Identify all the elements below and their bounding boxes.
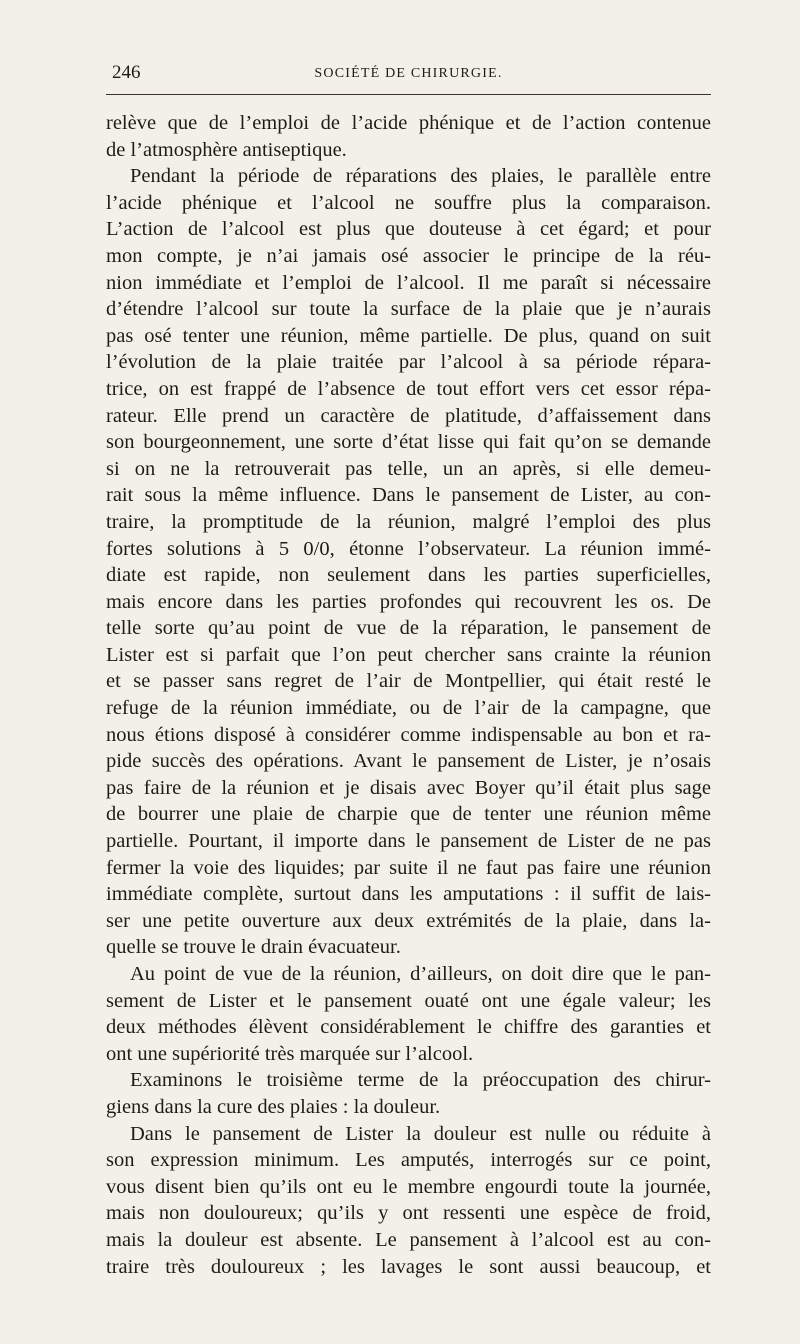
- text-line: Lister est si parfait que l’on peut chercher sans crainte la réunion: [106, 643, 711, 666]
- text-line: Examinons le troisième terme de la préoccupation des chirur-: [130, 1069, 711, 1092]
- text-line: Au point de vue de la réunion, d’ailleurs, on doit dire que le pan-: [130, 963, 711, 985]
- text-line: quelle se trouve le drain évacuateur.: [106, 936, 401, 959]
- text-line: refuge de la réunion immédiate, ou de l’air de la campagne, que: [106, 697, 711, 720]
- text-line: de bourrer une plaie de charpie que de tenter une réunion même: [106, 803, 711, 826]
- text-line: et se passer sans regret de l’air de Montpellier, qui était resté le: [106, 670, 711, 693]
- body-text: [106, 110, 711, 1280]
- text-line: l’acide phénique et l’alcool ne souffre plus la comparaison.: [106, 191, 711, 214]
- text-line: traire très douloureux ; les lavages le sont aussi beaucoup, et: [106, 1255, 711, 1278]
- text-line: pas osé tenter une réunion, même partielle. De plus, quand on suit: [106, 324, 711, 347]
- text-line: mais encore dans les parties profondes qui recouvrent les os. De: [106, 590, 711, 613]
- text-line: L’action de l’alcool est plus que douteuse à cet égard; et pour: [106, 218, 711, 241]
- text-line: trice, on est frappé de l’absence de tout effort vers cet essor répa-: [106, 377, 711, 400]
- text-line: si on ne la retrouverait pas telle, un an après, si elle demeu-: [106, 457, 711, 480]
- text-line: mais non douloureux; qu’ils y ont ressenti une espèce de froid,: [106, 1202, 711, 1225]
- text-line: rait sous la même influence. Dans le pansement de Lister, au con-: [106, 484, 711, 507]
- text-line: immédiate complète, surtout dans les amputations : il suffit de lais-: [106, 883, 711, 906]
- text-line: deux méthodes élèvent considérablement le chiffre des garanties et: [106, 1016, 711, 1039]
- text-line: Pendant la période de réparations des plaies, le parallèle entre: [130, 165, 711, 188]
- text-line: nion immédiate et l’emploi de l’alcool. Il me paraît si nécessaire: [106, 271, 711, 294]
- text-line: pide succès des opérations. Avant le pansement de Lister, je n’osais: [106, 750, 711, 773]
- text-line: partielle. Pourtant, il importe dans le pansement de Lister de ne pas: [106, 830, 711, 853]
- page-header: [106, 60, 711, 90]
- text-line: Dans le pansement de Lister la douleur est nulle ou réduite à: [130, 1122, 711, 1145]
- header-rule: [106, 94, 711, 95]
- text-line: ser une petite ouverture aux deux extrémités de la plaie, dans la-: [106, 909, 711, 932]
- text-line: nous étions disposé à considérer comme indispensable au bon et ra-: [106, 723, 711, 746]
- text-line: telle sorte qu’au point de vue de la réparation, le pansement de: [106, 617, 711, 640]
- text-line: d’étendre l’alcool sur toute la surface de la plaie que je n’aurais: [106, 298, 711, 321]
- text-line: diate est rapide, non seulement dans les parties superficielles,: [106, 564, 711, 587]
- text-line: fortes solutions à 5 0/0, étonne l’observateur. La réunion immé-: [106, 537, 711, 560]
- text-line: traire, la promptitude de la réunion, malgré l’emploi des plus: [106, 510, 711, 533]
- text-line: giens dans la cure des plaies : la douleur.: [106, 1095, 441, 1118]
- text-line: de l’atmosphère antiseptique.: [106, 138, 347, 161]
- text-line: sement de Lister et le pansement ouaté ont une égale valeur; les: [106, 989, 711, 1012]
- text-line: ont une supériorité très marquée sur l’alcool.: [106, 1042, 474, 1065]
- text-line: mais la douleur est absente. Le pansement à l’alcool est au con-: [106, 1228, 711, 1251]
- running-head: SOCIÉTÉ DE CHIRURGIE.: [314, 66, 503, 81]
- text-line: vous disent bien qu’ils ont eu le membre engourdi toute la journée,: [106, 1175, 711, 1198]
- text-line: mon compte, je n’ai jamais osé associer le principe de la réu-: [106, 244, 711, 267]
- text-line: son expression minimum. Les amputés, interrogés sur ce point,: [106, 1149, 711, 1172]
- text-line: relève que de l’emploi de l’acide phénique et de l’action contenue: [106, 112, 711, 134]
- text-line: rateur. Elle prend un caractère de platitude, d’affaissement dans: [106, 404, 711, 427]
- text-line: l’évolution de la plaie traitée par l’alcool à sa période répara-: [106, 351, 711, 374]
- text-line: fermer la voie des liquides; par suite il ne faut pas faire une réunion: [106, 856, 711, 879]
- text-line: pas faire de la réunion et je disais avec Boyer qu’il était plus sage: [106, 776, 711, 799]
- page-number: 246: [112, 62, 141, 83]
- text-line: son bourgeonnement, une sorte d’état lisse qui fait qu’on se demande: [106, 431, 711, 454]
